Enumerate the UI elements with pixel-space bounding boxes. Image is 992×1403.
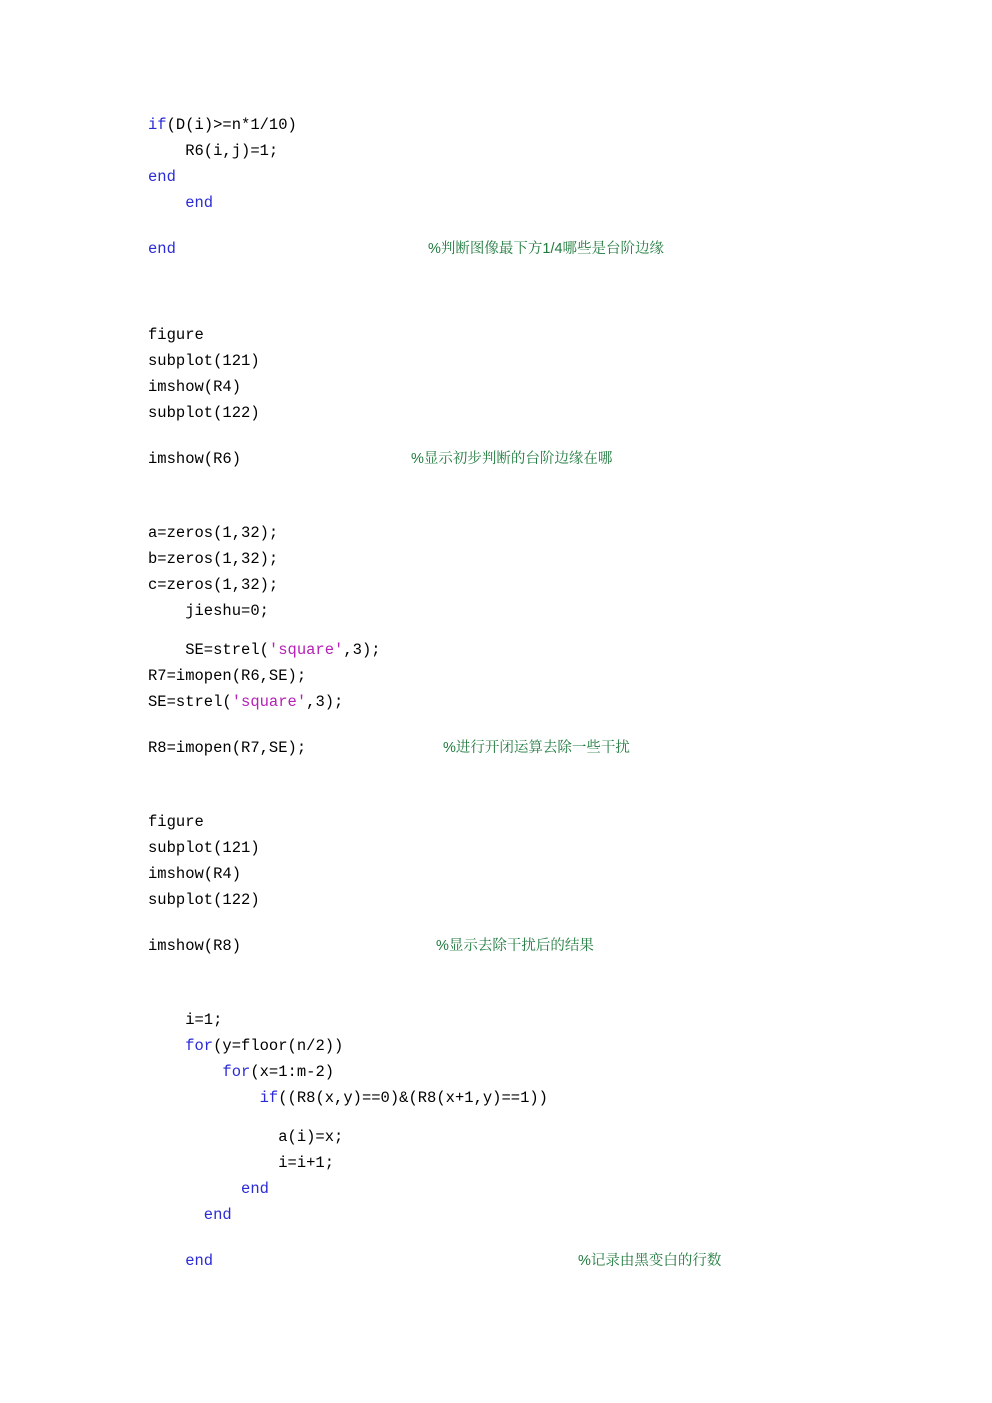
code-line — [148, 164, 908, 190]
keyword-end: end — [148, 1180, 269, 1198]
code-line — [148, 1059, 908, 1085]
code-comment: %记录由黑变白的行数 — [578, 1253, 722, 1269]
code-text: ,3); — [306, 693, 344, 711]
code-line: R7=imopen(R6,SE); — [148, 667, 307, 685]
code-text: SE=strel( — [148, 693, 232, 711]
code-line — [148, 637, 908, 663]
code-line: subplot(121) — [148, 839, 260, 857]
keyword-for: for — [148, 1063, 251, 1081]
code-line: jieshu=0; — [148, 602, 269, 620]
code-line — [148, 1085, 908, 1111]
spacer — [148, 216, 908, 229]
code-comment: %判断图像最下方1/4哪些是台阶边缘 — [428, 241, 665, 257]
code-line: a(i)=x; — [148, 1128, 344, 1146]
code-line: a=zeros(1,32); — [148, 524, 279, 542]
code-line — [148, 1176, 908, 1202]
code-text: imshow(R8) — [148, 937, 242, 955]
code-line — [148, 229, 908, 270]
keyword-end: end — [148, 1206, 232, 1224]
spacer — [148, 967, 908, 1007]
code-text: SE=strel( — [148, 641, 269, 659]
spacer — [148, 715, 908, 728]
code-line: b=zeros(1,32); — [148, 550, 279, 568]
code-listing — [148, 112, 908, 1282]
keyword-end: end — [148, 194, 214, 212]
code-text: (y=floor(n/2)) — [213, 1037, 344, 1055]
code-line: c=zeros(1,32); — [148, 576, 279, 594]
code-line: imshow(R4) — [148, 378, 242, 396]
code-line — [148, 439, 908, 480]
code-comment: %显示去除干扰后的结果 — [436, 938, 594, 954]
code-line — [148, 728, 908, 769]
code-text: ((R8(x,y)==0)&(R8(x+1,y)==1)) — [278, 1089, 548, 1107]
spacer — [148, 426, 908, 439]
code-line: subplot(122) — [148, 891, 260, 909]
code-line: i=1; — [148, 1011, 223, 1029]
keyword-end: end — [148, 168, 176, 186]
code-line — [148, 1033, 908, 1059]
code-text: (x=1:m-2) — [250, 1063, 335, 1081]
spacer — [148, 480, 908, 520]
spacer — [148, 624, 908, 637]
spacer — [148, 270, 908, 322]
code-line — [148, 112, 908, 138]
code-text: R8=imopen(R7,SE); — [148, 739, 307, 757]
code-line — [148, 1241, 908, 1282]
code-comment: %进行开闭运算去除一些干扰 — [443, 740, 630, 756]
code-text: (D(i)>=n*1/10) — [166, 116, 297, 134]
spacer — [148, 1228, 908, 1241]
code-text: imshow(R6) — [148, 450, 242, 468]
string-literal: 'square' — [268, 641, 344, 659]
keyword-if: if — [148, 116, 167, 134]
keyword-if: if — [148, 1089, 279, 1107]
string-literal: 'square' — [231, 693, 307, 711]
code-line: i=i+1; — [148, 1154, 335, 1172]
code-comment: %显示初步判断的台阶边缘在哪 — [411, 451, 613, 467]
code-line: figure — [148, 813, 204, 831]
code-line — [148, 1202, 908, 1228]
code-line: subplot(121) — [148, 352, 260, 370]
code-line — [148, 926, 908, 967]
code-line — [148, 689, 908, 715]
keyword-for: for — [148, 1037, 214, 1055]
code-line — [148, 190, 908, 216]
code-text: ,3); — [343, 641, 381, 659]
code-line: R6(i,j)=1; — [148, 142, 279, 160]
code-line: subplot(122) — [148, 404, 260, 422]
spacer — [148, 913, 908, 926]
keyword-end: end — [148, 1252, 214, 1270]
code-line: imshow(R4) — [148, 865, 242, 883]
code-line: figure — [148, 326, 204, 344]
spacer — [148, 1111, 908, 1124]
spacer — [148, 769, 908, 809]
keyword-end: end — [148, 240, 176, 258]
